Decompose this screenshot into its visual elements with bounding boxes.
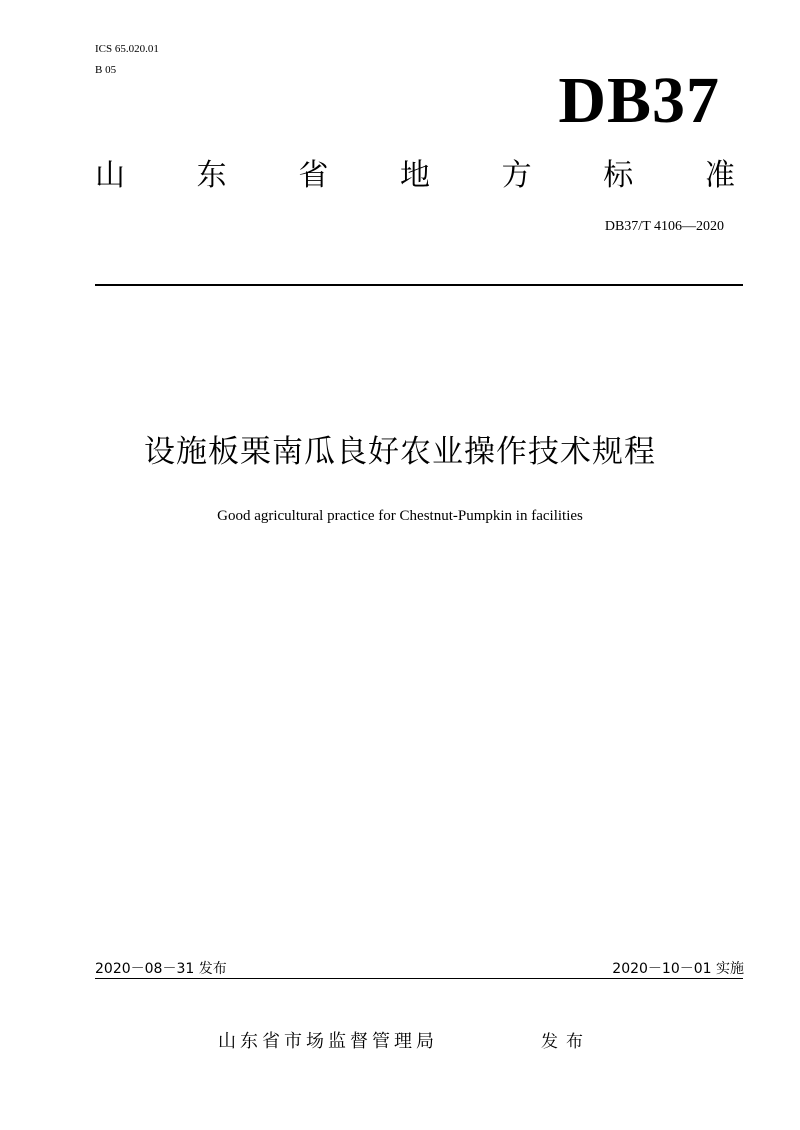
issue-label: 发布 <box>541 1032 591 1052</box>
footer-divider <box>95 978 743 979</box>
standard-type-heading <box>95 156 735 196</box>
standard-type-char: 东 <box>196 158 227 193</box>
standard-type-char: 省 <box>298 158 329 193</box>
document-title-chinese: 设施板栗南瓜良好农业操作技术规程 <box>144 434 656 470</box>
ics-code: ICS 65.020.01 <box>95 43 159 55</box>
standard-type-char: 标 <box>603 158 634 193</box>
standard-type-char: 山 <box>95 158 125 193</box>
standard-type-char: 地 <box>399 158 430 193</box>
standard-type-char: 准 <box>704 158 735 193</box>
issuing-authority: 山东省市场监督管理局 <box>218 1031 438 1052</box>
standard-number: DB37/T 4106—2020 <box>604 219 724 234</box>
document-title-english: Good agricultural practice for Chestnut-Pumpkin in facilities <box>217 508 583 524</box>
implementation-date: 2020－10－01 实施 <box>612 961 744 977</box>
standard-type-char: 方 <box>501 158 532 193</box>
standard-code-large: DB37 <box>558 64 720 137</box>
header-divider <box>95 284 743 286</box>
classification-code: B 05 <box>95 64 117 76</box>
issue-date: 2020－08－31 发布 <box>95 961 227 977</box>
